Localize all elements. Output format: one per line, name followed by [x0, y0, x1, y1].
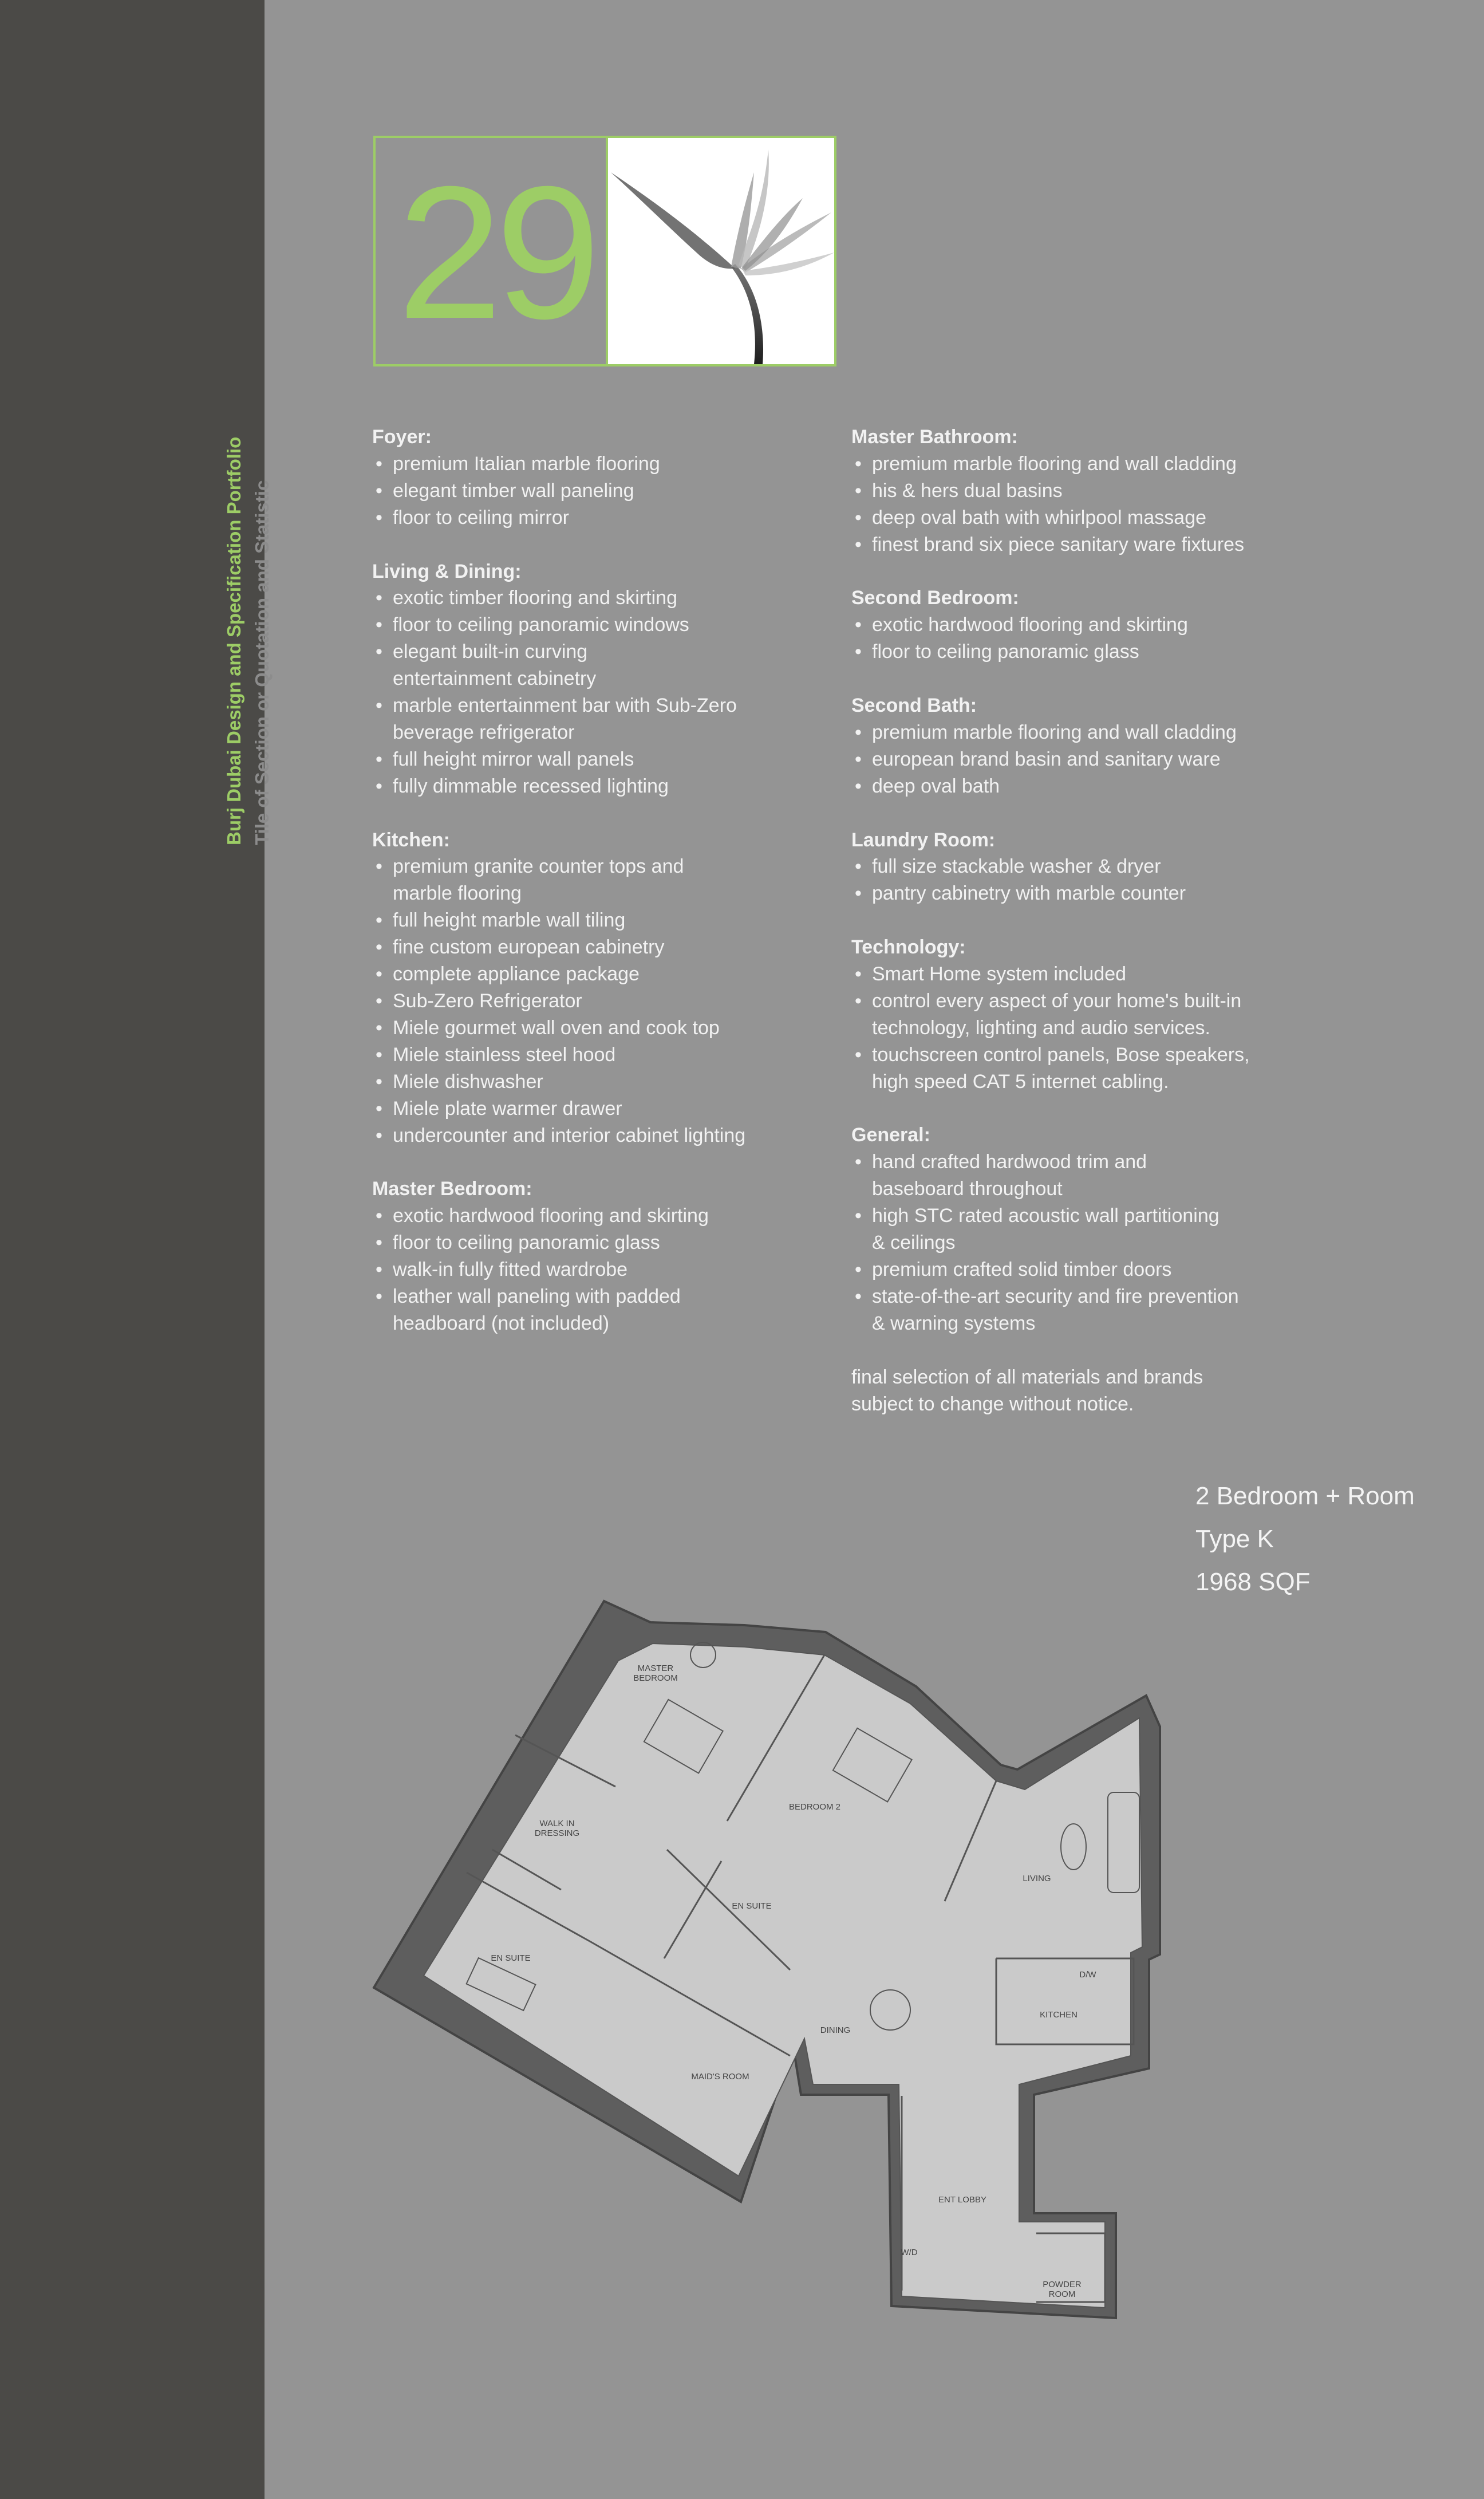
unit-area: 1968 SQF	[1195, 1568, 1311, 1596]
section-heading: Living & Dining:	[372, 560, 522, 582]
label-ent-lobby: ENT LOBBY	[938, 2195, 986, 2205]
list-item: • pantry cabinetry with marble counter	[851, 880, 1250, 907]
list-item: • Sub-Zero Refrigerator	[372, 988, 745, 1015]
section-heading: Technology:	[851, 936, 966, 959]
portfolio-subtitle: Tile of Section or Quotation and Statistic	[251, 480, 273, 845]
section-heading: Master Bedroom:	[372, 1178, 532, 1200]
list-item: • exotic hardwood flooring and skirting	[372, 1203, 745, 1229]
list-item: • undercounter and interior cabinet lighting	[372, 1122, 745, 1149]
list-item: • hand crafted hardwood trim and baseboard throughout	[851, 1149, 1250, 1203]
section-heading: Master Bathroom:	[851, 426, 1018, 448]
list-item: • marble entertainment bar with Sub-Zero beverage refrigerator	[372, 692, 745, 746]
list-item: • exotic hardwood flooring and skirting	[851, 612, 1250, 638]
list-item: • floor to ceiling panoramic glass	[372, 1229, 745, 1256]
unit-name: Type K	[1195, 1525, 1274, 1553]
list-item: • Smart Home system included	[851, 961, 1250, 988]
list-item: • his & hers dual basins	[851, 478, 1250, 504]
list-item: • Miele stainless steel hood	[372, 1042, 745, 1069]
room-label-line: DRESSING	[534, 1828, 580, 1838]
list-item: • touchscreen control panels, Bose speakers, high speed CAT 5 internet cabling.	[851, 1042, 1250, 1095]
list-item: • premium marble flooring and wall cladding	[851, 451, 1250, 478]
section-heading: Second Bedroom:	[851, 587, 1019, 609]
room-label	[633, 1664, 678, 1683]
label-dishwasher: D/W	[1079, 1970, 1096, 1980]
list-item: • finest brand six piece sanitary ware fixtures	[851, 531, 1250, 558]
list-item: • full size stackable washer & dryer	[851, 853, 1250, 880]
list-item: • control every aspect of your home's built-in technology, lighting and audio services.	[851, 988, 1250, 1042]
list-item: • fully dimmable recessed lighting	[372, 773, 745, 800]
portfolio-title: Burj Dubai Design and Specification Portfolio	[223, 436, 244, 845]
list-item: • Miele dishwasher	[372, 1069, 745, 1095]
label-ensuite-master: EN SUITE	[491, 1953, 531, 1963]
list-item: • exotic timber flooring and skirting	[372, 585, 745, 612]
list-item: • elegant timber wall paneling	[372, 478, 745, 504]
section-heading: Second Bath:	[851, 695, 977, 717]
label-kitchen: KITCHEN	[1040, 2010, 1078, 2020]
list-item: • floor to ceiling mirror	[372, 504, 745, 531]
list-item: • Miele plate warmer drawer	[372, 1095, 745, 1122]
section-heading: Laundry Room:	[851, 829, 996, 851]
room-label-line: WALK IN	[539, 1819, 575, 1828]
list-item: • full height marble wall tiling	[372, 907, 745, 934]
label-washer-dryer: W/D	[901, 2248, 918, 2257]
list-item: • european brand basin and sanitary ware	[851, 746, 1250, 773]
room-label-line: POWDER	[1043, 2280, 1082, 2289]
label-walk-in	[535, 1819, 579, 1838]
label-bedroom2: BEDROOM 2	[788, 1802, 841, 1812]
list-item: • leather wall paneling with padded headboard (not included)	[372, 1283, 745, 1337]
list-item: • premium Italian marble flooring	[372, 451, 745, 478]
list-item: • deep oval bath with whirlpool massage	[851, 504, 1250, 531]
section-heading: Kitchen:	[372, 829, 450, 851]
section-heading: Foyer:	[372, 426, 432, 448]
label-dining: DINING	[820, 2025, 851, 2035]
disclaimer-note: final selection of all materials and brands subject to change without notice.	[851, 1366, 1203, 1415]
list-item: • high STC rated acoustic wall partitioning & ceilings	[851, 1203, 1250, 1256]
list-item: • deep oval bath	[851, 773, 1250, 800]
list-item: • premium granite counter tops and marble flooring	[372, 853, 745, 907]
list-item: • floor to ceiling panoramic windows	[372, 612, 745, 638]
unit-type: 2 Bedroom + Room	[1195, 1482, 1415, 1510]
list-item: • floor to ceiling panoramic glass	[851, 638, 1250, 665]
list-item: • elegant built-in curving entertainment cabinetry	[372, 638, 745, 692]
label-maids-room: MAID'S ROOM	[691, 2072, 749, 2082]
list-item: • walk-in fully fitted wardrobe	[372, 1256, 745, 1283]
section-heading: General:	[851, 1124, 930, 1146]
room-label-line: ROOM	[1048, 2289, 1076, 2299]
list-item: • premium marble flooring and wall cladding	[851, 719, 1250, 746]
label-living: LIVING	[1023, 1874, 1051, 1883]
list-item: • fine custom european cabinetry	[372, 934, 745, 961]
room-label-line: MASTER	[637, 1664, 674, 1673]
list-item: • state-of-the-art security and fire prevention & warning systems	[851, 1283, 1250, 1337]
list-item: • premium crafted solid timber doors	[851, 1256, 1250, 1283]
room-label-line: BEDROOM	[633, 1673, 678, 1683]
list-item: • full height mirror wall panels	[372, 746, 745, 773]
list-item: • complete appliance package	[372, 961, 745, 988]
label-ensuite-2: EN SUITE	[732, 1901, 772, 1911]
list-item: • Miele gourmet wall oven and cook top	[372, 1015, 745, 1042]
label-master-bedroom	[633, 1664, 678, 1683]
page-number: 29	[397, 147, 594, 358]
